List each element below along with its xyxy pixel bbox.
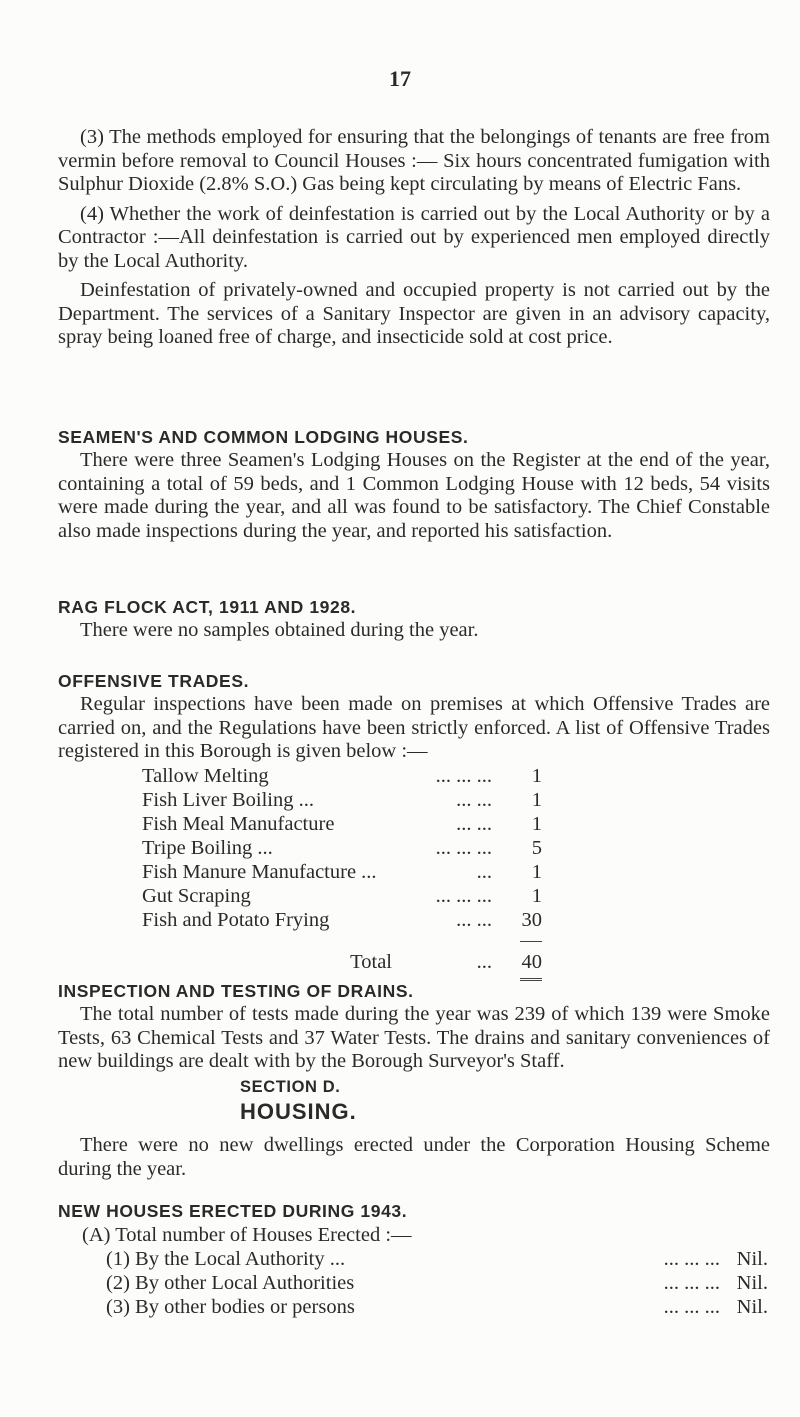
rag-heading: RAG FLOCK ACT, 1911 AND 1928. — [58, 597, 357, 617]
house-item — [106, 1295, 768, 1319]
section-title: HOUSING. — [240, 1099, 357, 1124]
trade-leader: ... ... ... — [435, 765, 492, 787]
section-d — [0, 1076, 800, 1125]
trade-row — [142, 884, 542, 908]
paragraph-deinfestation: (4) Whether the work of deinfestation is carried out by the Local Authority or by a Contractor :—All deinfestation is carried out by experienced men employed directly by the Local Authority. — [58, 202, 770, 272]
new-houses-subheading: (A) Total number of Houses Erected :— — [82, 1224, 412, 1246]
trade-name: Fish and Potato Frying — [142, 909, 330, 931]
paragraph-methods: (3) The methods employed for ensuring that the belongings of tenants are free from vermin before removal to Council Houses :— Six hours concentrated fumigation with Sulphur Dioxide (2.8% S.O.) Gas being kept circulating by means of Electric Fans. — [58, 126, 770, 195]
total-value: 40 — [521, 951, 542, 973]
house-item — [106, 1271, 768, 1295]
paragraph-private-property: Deinfestation of privately-owned and occupied property is not carried out by the Department. The services of a Sanitary Inspector are given in an advisory capacity, spray being loaned free of charge, and insecticide sold at cost price. — [58, 279, 770, 348]
seamen-section — [58, 426, 770, 543]
seamen-heading: SEAMEN'S AND COMMON LODGING HOUSES. — [58, 427, 469, 447]
house-item-leader: ... ... ... — [663, 1296, 720, 1318]
trade-name: Tallow Melting — [142, 765, 269, 787]
trade-leader: ... ... ... — [435, 837, 492, 859]
new-houses-list — [58, 1247, 768, 1319]
trade-leader: ... ... — [456, 909, 492, 931]
trade-row — [142, 836, 542, 860]
total-label: Total — [350, 951, 392, 973]
trade-count: 5 — [531, 837, 542, 859]
trade-count: 30 — [521, 909, 542, 931]
house-item-value: Nil. — [736, 1248, 768, 1270]
total-rule — [520, 941, 542, 942]
offensive-trades-table — [142, 764, 542, 984]
intro-section — [58, 126, 770, 350]
new-houses-section — [58, 1200, 770, 1319]
trade-leader: ... — [476, 861, 492, 883]
rag-section — [58, 596, 770, 643]
house-item-label: (3) By other bodies or persons — [106, 1296, 355, 1318]
drains-body: The total number of tests made during the year was 239 of which 139 were Smoke Tests, 63 Chemical Tests and 37 Water Tests. The drains and sanitary conveniences of new buildings are dealt with by the Borough Surveyor's Staff. — [58, 1003, 770, 1072]
trade-name: Tripe Boiling ... — [142, 837, 273, 859]
trade-name: Gut Scraping — [142, 885, 251, 907]
house-item-label: (2) By other Local Authorities — [106, 1272, 355, 1294]
trade-leader: ... ... — [456, 813, 492, 835]
house-item-leader: ... ... ... — [663, 1248, 720, 1270]
section-label: SECTION D. — [240, 1078, 341, 1096]
offensive-heading: OFFENSIVE TRADES. — [58, 671, 250, 691]
total-row — [142, 950, 542, 974]
drains-section — [58, 980, 770, 1074]
seamen-body: There were three Seamen's Lodging Houses on the Register at the end of the year, containing a total of 59 beds, and 1 Common Lodging House with 12 beds, 54 visits were made during the year, and all was found to be satisfactory. The Chief Constable also made inspections during the year, and reported his satisfaction. — [58, 449, 770, 542]
trade-name: Fish Liver Boiling ... — [142, 789, 314, 811]
trade-row — [142, 764, 542, 788]
trade-row — [142, 860, 542, 884]
trade-count: 1 — [531, 789, 542, 811]
offensive-body: Regular inspections have been made on premises at which Offensive Trades are carried on, and the Regulations have been strictly enforced. A list of Offensive Trades registered in this Borough is given below :— — [58, 693, 770, 762]
trade-name: Fish Meal Manufacture — [142, 813, 335, 835]
trade-row — [142, 908, 542, 932]
offensive-trades-list — [142, 764, 542, 984]
total-leader: ... — [476, 951, 492, 973]
rag-body: There were no samples obtained during the year. — [80, 619, 479, 641]
house-item-value: Nil. — [736, 1272, 768, 1294]
trade-count: 1 — [531, 861, 542, 883]
offensive-section — [58, 670, 770, 764]
house-item-leader: ... ... ... — [663, 1272, 720, 1294]
trade-row — [142, 812, 542, 836]
trade-leader: ... ... — [456, 789, 492, 811]
new-houses-heading: NEW HOUSES ERECTED DURING 1943. — [58, 1201, 408, 1221]
trade-row — [142, 788, 542, 812]
housing-body: There were no new dwellings erected under the Corporation Housing Scheme during the year. — [58, 1134, 770, 1180]
page-number: 17 — [389, 66, 411, 91]
house-item — [106, 1247, 768, 1271]
house-item-label: (1) By the Local Authority ... — [106, 1248, 346, 1270]
total-rule-row — [142, 932, 542, 950]
trade-count: 1 — [531, 885, 542, 907]
housing-section — [58, 1134, 770, 1181]
drains-heading: INSPECTION AND TESTING OF DRAINS. — [58, 981, 414, 1001]
trade-leader: ... ... ... — [435, 885, 492, 907]
trade-count: 1 — [531, 813, 542, 835]
house-item-value: Nil. — [736, 1296, 768, 1318]
trade-name: Fish Manure Manufacture ... — [142, 861, 377, 883]
trade-count: 1 — [531, 765, 542, 787]
